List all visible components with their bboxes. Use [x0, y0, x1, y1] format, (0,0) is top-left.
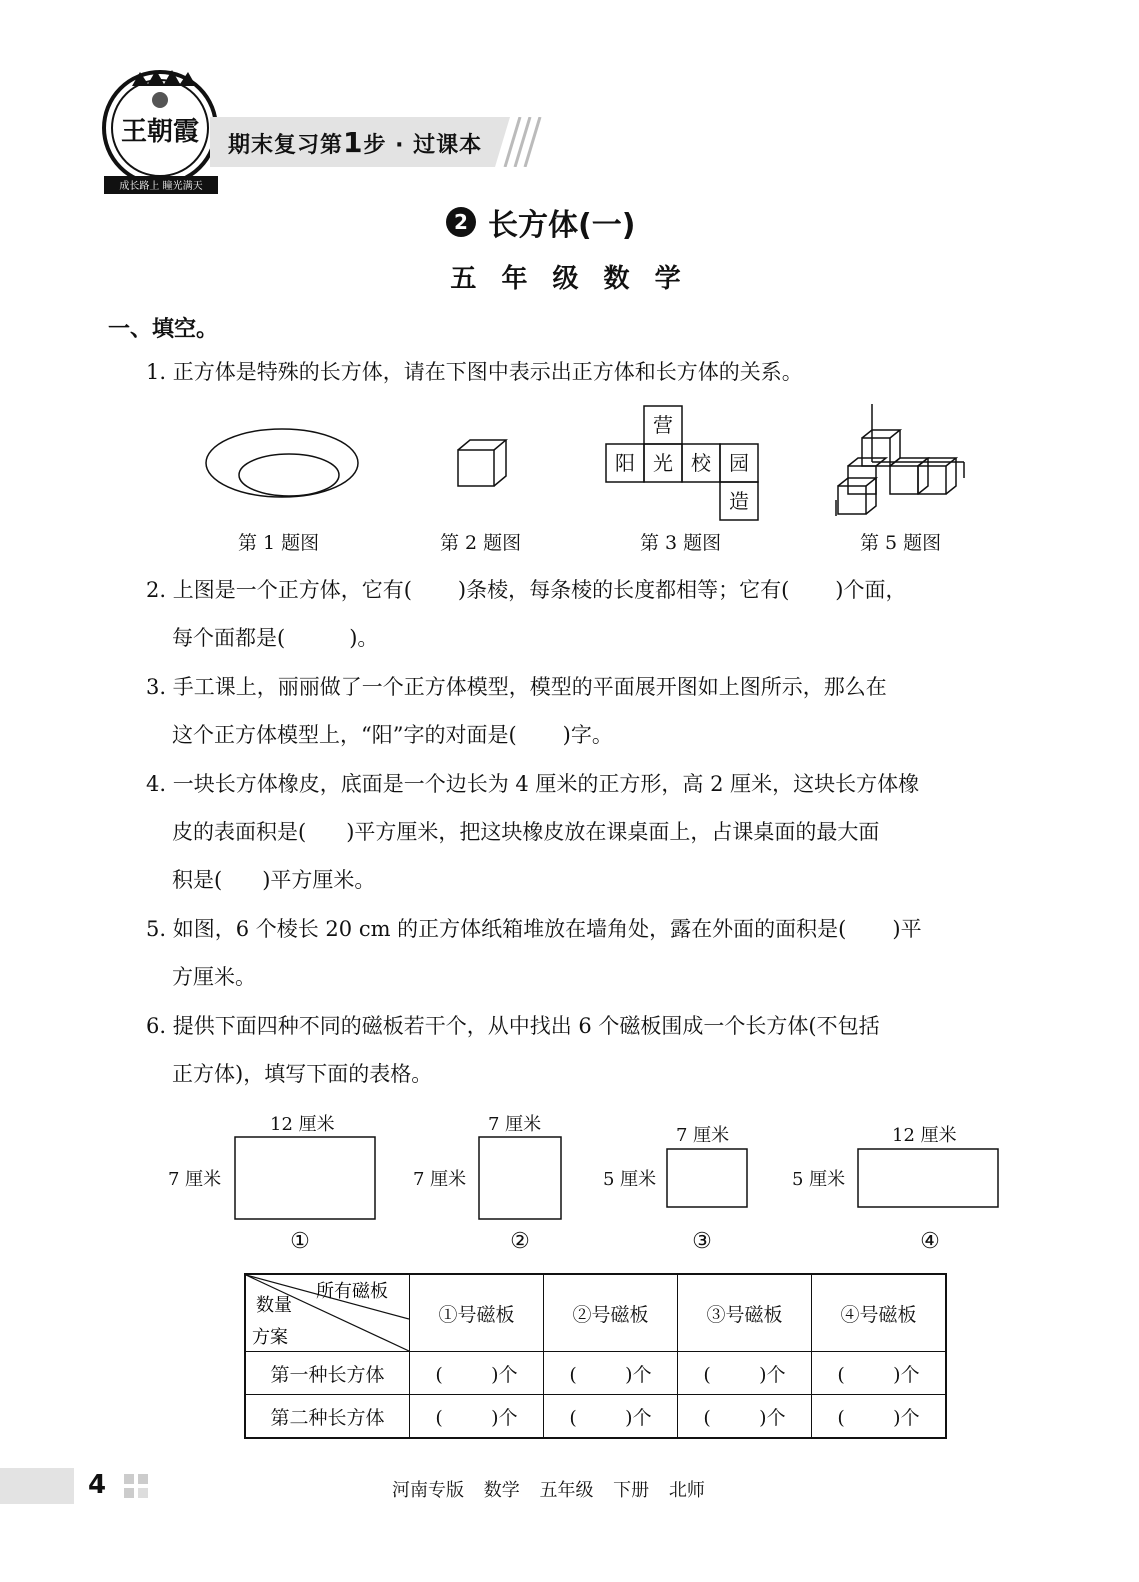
answer-cell[interactable]: ( )个 [410, 1352, 544, 1395]
svg-text:③: ③ [692, 1229, 712, 1254]
row-label: 第一种长方体 [245, 1352, 410, 1395]
answer-cell[interactable]: ( )个 [678, 1352, 812, 1395]
svg-text:园: 园 [729, 451, 749, 475]
table-header-board-3: ③号磁板 [678, 1274, 812, 1352]
page-number: 4 [88, 1470, 107, 1500]
question-5: 5. 如图，6 个棱长 20 cm 的正方体纸箱堆放在墙角处，露在外面的面积是( )平 方厘米。 [146, 917, 922, 989]
svg-text:营: 营 [653, 413, 673, 437]
answer-cell[interactable]: ( )个 [812, 1395, 947, 1439]
footer-page-tab [0, 1466, 160, 1506]
magnet-board-1 [235, 1137, 375, 1219]
figure-1-ellipses [204, 428, 360, 508]
table-row [245, 1352, 946, 1395]
svg-text:7 厘米: 7 厘米 [488, 1114, 542, 1135]
caption-figure-1: 第 1 题图 [238, 532, 320, 554]
caption-figure-5: 第 5 题图 [860, 532, 942, 554]
question-4: 4. 一块长方体橡皮，底面是一个边长为 4 厘米的正方形，高 2 厘米，这块长方体橡 皮的表面积是( )平方厘米，把这块橡皮放在课桌面上，占课桌面的最大面 积是( )平方厘米。 [146, 772, 920, 892]
table-header-board-1: ①号磁板 [410, 1274, 544, 1352]
svg-text:5 厘米: 5 厘米 [603, 1169, 657, 1190]
svg-text:方案: 方案 [252, 1327, 288, 1348]
lesson-number-badge: 2 [446, 207, 476, 237]
publisher-logo [100, 68, 222, 200]
answer-cell[interactable]: ( )个 [544, 1352, 678, 1395]
svg-text:7 厘米: 7 厘米 [168, 1169, 222, 1190]
magnet-board-2 [479, 1137, 561, 1219]
table-diagonal-header [245, 1274, 410, 1352]
answer-table [244, 1273, 947, 1439]
table-row [245, 1395, 946, 1439]
question-3: 3. 手工课上，丽丽做了一个正方体模型，模型的平面展开图如上图所示，那么在 这个正方体模型上，“阳”字的对面是( )字。 [146, 675, 887, 747]
question-2: 2. 上图是一个正方体，它有( )条棱，每条棱的长度都相等；它有( )个面， 每个面都是( )。 [146, 578, 907, 650]
svg-text:王朝霞: 王朝霞 [120, 117, 200, 147]
svg-text:所有磁板: 所有磁板 [316, 1281, 388, 1302]
answer-cell[interactable]: ( )个 [410, 1395, 544, 1439]
figure-5-stacked-cubes [834, 404, 970, 522]
header-banner-text: 期末复习第1步 · 过课本 [228, 126, 483, 159]
svg-text:7 厘米: 7 厘米 [413, 1169, 467, 1190]
diagonal-lines [246, 1275, 409, 1351]
svg-text:12 厘米: 12 厘米 [270, 1114, 335, 1135]
svg-text:7 厘米: 7 厘米 [676, 1125, 730, 1146]
svg-text:造: 造 [729, 489, 749, 513]
svg-text:①: ① [290, 1229, 310, 1254]
svg-text:校: 校 [691, 451, 711, 475]
magnet-board-3 [667, 1149, 747, 1207]
figure-2-cube [456, 438, 508, 490]
table-header-board-4: ④号磁板 [812, 1274, 947, 1352]
caption-figure-2: 第 2 题图 [440, 532, 522, 554]
svg-text:12 厘米: 12 厘米 [892, 1125, 957, 1146]
answer-cell[interactable]: ( )个 [812, 1352, 947, 1395]
question-1: 1. 正方体是特殊的长方体，请在下图中表示出正方体和长方体的关系。 [146, 360, 803, 384]
table-header-board-2: ②号磁板 [544, 1274, 678, 1352]
magnet-board-4 [858, 1149, 998, 1207]
svg-text:光: 光 [653, 451, 673, 475]
magnet-boards-figure [160, 1108, 1020, 1258]
subject-subtitle: 五 年 级 数 学 [450, 264, 689, 294]
caption-figure-3: 第 3 题图 [640, 532, 722, 554]
svg-text:5 厘米: 5 厘米 [792, 1169, 846, 1190]
svg-text:成长路上 瞳光满天: 成长路上 瞳光满天 [119, 181, 203, 192]
lesson-title [446, 200, 635, 244]
footer-edition-info: 河南专版 数学 五年级 下册 北师 [392, 1480, 705, 1501]
figure-3-cube-net [604, 404, 760, 522]
svg-text:数量: 数量 [256, 1295, 292, 1316]
question-6: 6. 提供下面四种不同的磁板若干个，从中找出 6 个磁板围成一个长方体(不包括 正方体)，填写下面的表格。 [146, 1014, 880, 1086]
svg-text:②: ② [510, 1229, 530, 1254]
svg-text:④: ④ [920, 1229, 940, 1254]
answer-cell[interactable]: ( )个 [544, 1395, 678, 1439]
svg-text:阳: 阳 [615, 451, 635, 475]
row-label: 第二种长方体 [245, 1395, 410, 1439]
lesson-title-text: 长方体(一) [488, 208, 636, 243]
answer-cell[interactable]: ( )个 [678, 1395, 812, 1439]
section-fill-blank: 一、填空。 [108, 317, 219, 342]
